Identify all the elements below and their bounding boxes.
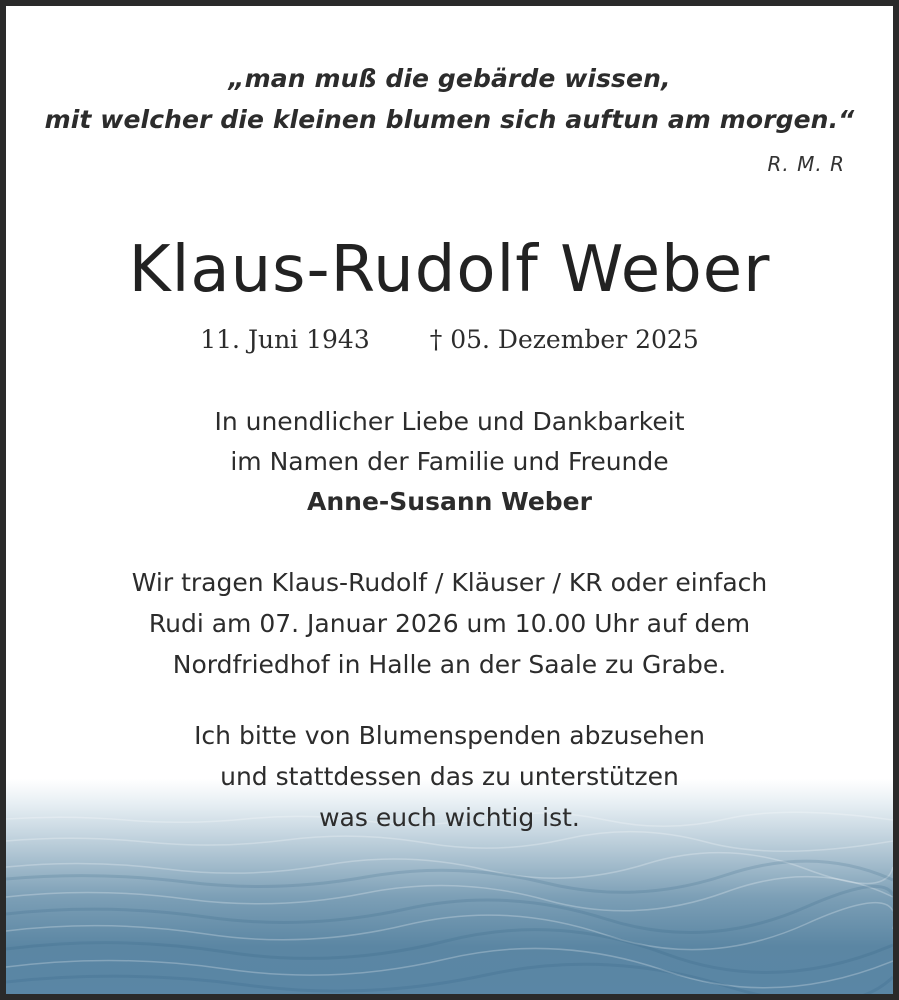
request-line-3: was euch wichtig ist. [319, 803, 580, 832]
life-dates [6, 322, 893, 358]
deceased-name: Klaus-Rudolf Weber [128, 233, 771, 307]
mourners-line-1: In unendlicher Liebe und Dankbarkeit [214, 407, 685, 436]
request-line-1: Ich bitte von Blumenspenden abzusehen [194, 721, 705, 750]
quote-line-1: „man muß die gebärde wissen, [228, 64, 671, 93]
quote-line-2: mit welcher die kleinen blumen sich auftun am morgen.“ [44, 105, 855, 134]
birth-date: 11. Juni 1943 [200, 325, 370, 354]
death-date: † 05. Dezember 2025 [429, 325, 699, 354]
funeral-line-2: Rudi am 07. Januar 2026 um 10.00 Uhr auf dem [148, 609, 751, 638]
mourners-block [6, 402, 893, 522]
funeral-line-3: Nordfriedhof in Halle an der Saale zu Grabe. [172, 650, 727, 679]
funeral-line-1: Wir tragen Klaus-Rudolf / Kläuser / KR oder einfach [131, 568, 768, 597]
donation-request [6, 715, 893, 838]
signer-name: Anne-Susann Weber [307, 487, 592, 516]
quote-author: R. M. R [767, 152, 845, 176]
poem-quote [6, 58, 893, 140]
mourners-line-2: im Namen der Familie und Freunde [230, 447, 669, 476]
funeral-info [6, 562, 893, 685]
request-line-2: und stattdessen das zu unterstützen [220, 762, 679, 791]
